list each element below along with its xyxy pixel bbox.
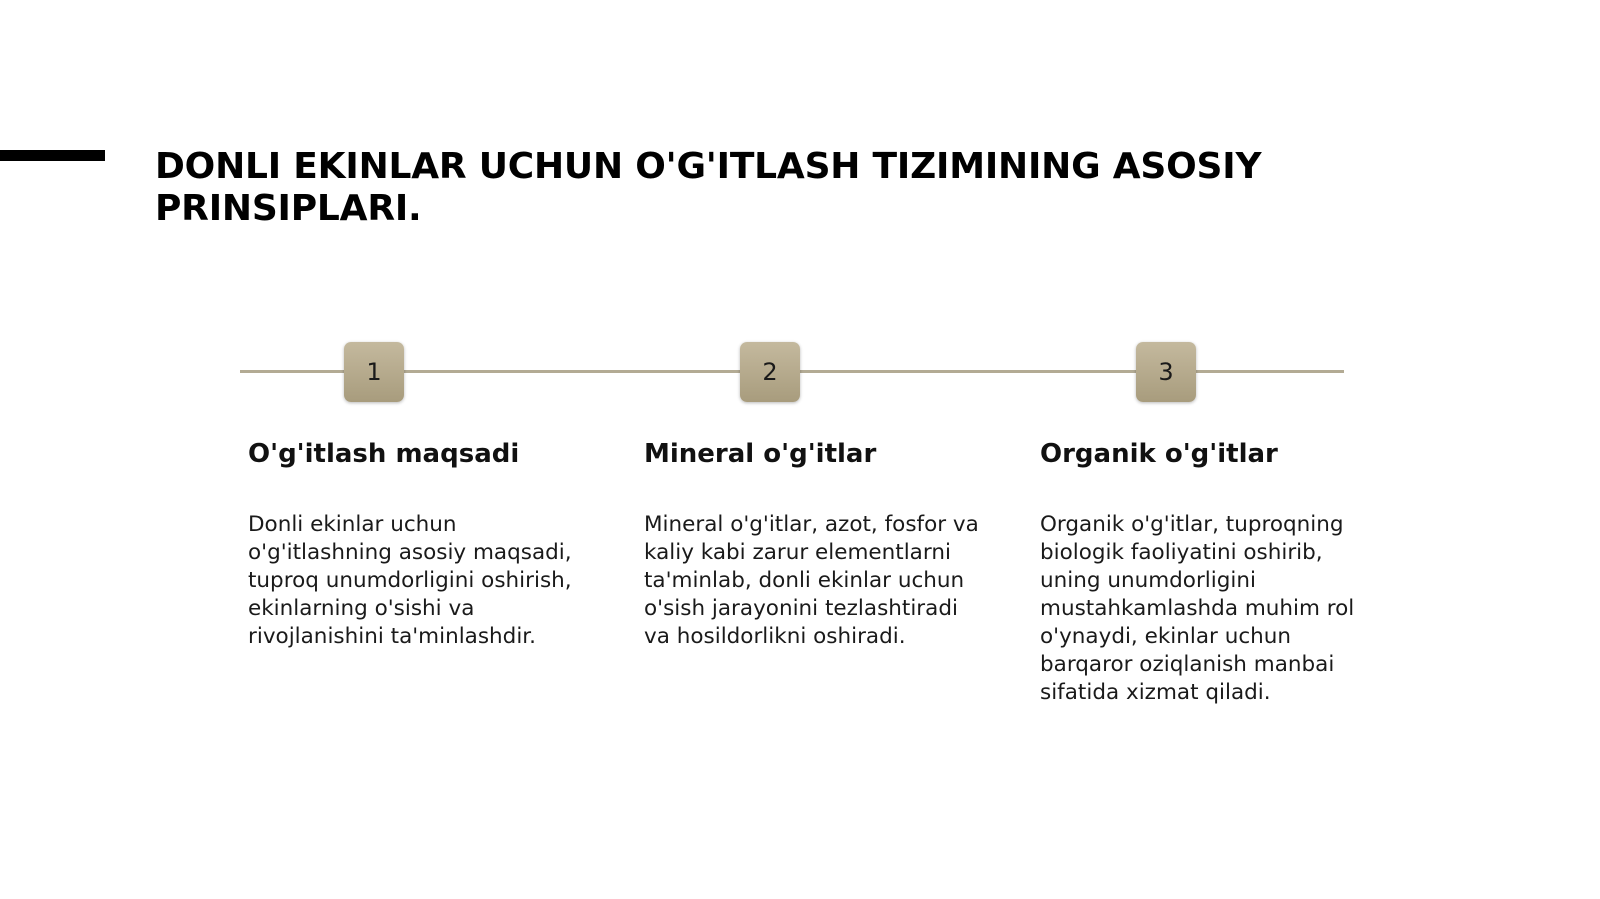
step-text-1: Donli ekinlar uchun o'g'itlashning asosiy maqsadi, tuproq unumdorligini oshirish, ekinlarning o'sishi va rivojlanishini ta'minlashdir. <box>248 512 572 649</box>
slide-title: DONLI EKINLAR UCHUN O'G'ITLASH TIZIMINING ASOSIY PRINSIPLARI. <box>155 146 1262 229</box>
step-marker-1: 1 <box>344 342 404 402</box>
step-heading-1: O'g'itlash maqsadi <box>248 439 520 469</box>
step-heading-2: Mineral o'g'itlar <box>644 439 877 469</box>
title-accent-bar <box>0 150 105 161</box>
step-marker-2: 2 <box>740 342 800 402</box>
step-marker-3: 3 <box>1136 342 1196 402</box>
step-text-2: Mineral o'g'itlar, azot, fosfor va kaliy kabi zarur elementlarni ta'minlab, donli ekinlar uchun o'sish jarayonini tezlashtiradi va hosildorlikni oshiradi. <box>644 512 979 649</box>
step-heading-3: Organik o'g'itlar <box>1040 439 1278 469</box>
step-text-3: Organik o'g'itlar, tuproqning biologik faoliyatini oshirib, uning unumdorligini mustahkamlashda muhim rol o'ynaydi, ekinlar uchun barqaror oziqlanish manbai sifatida xizmat qiladi. <box>1040 512 1355 705</box>
